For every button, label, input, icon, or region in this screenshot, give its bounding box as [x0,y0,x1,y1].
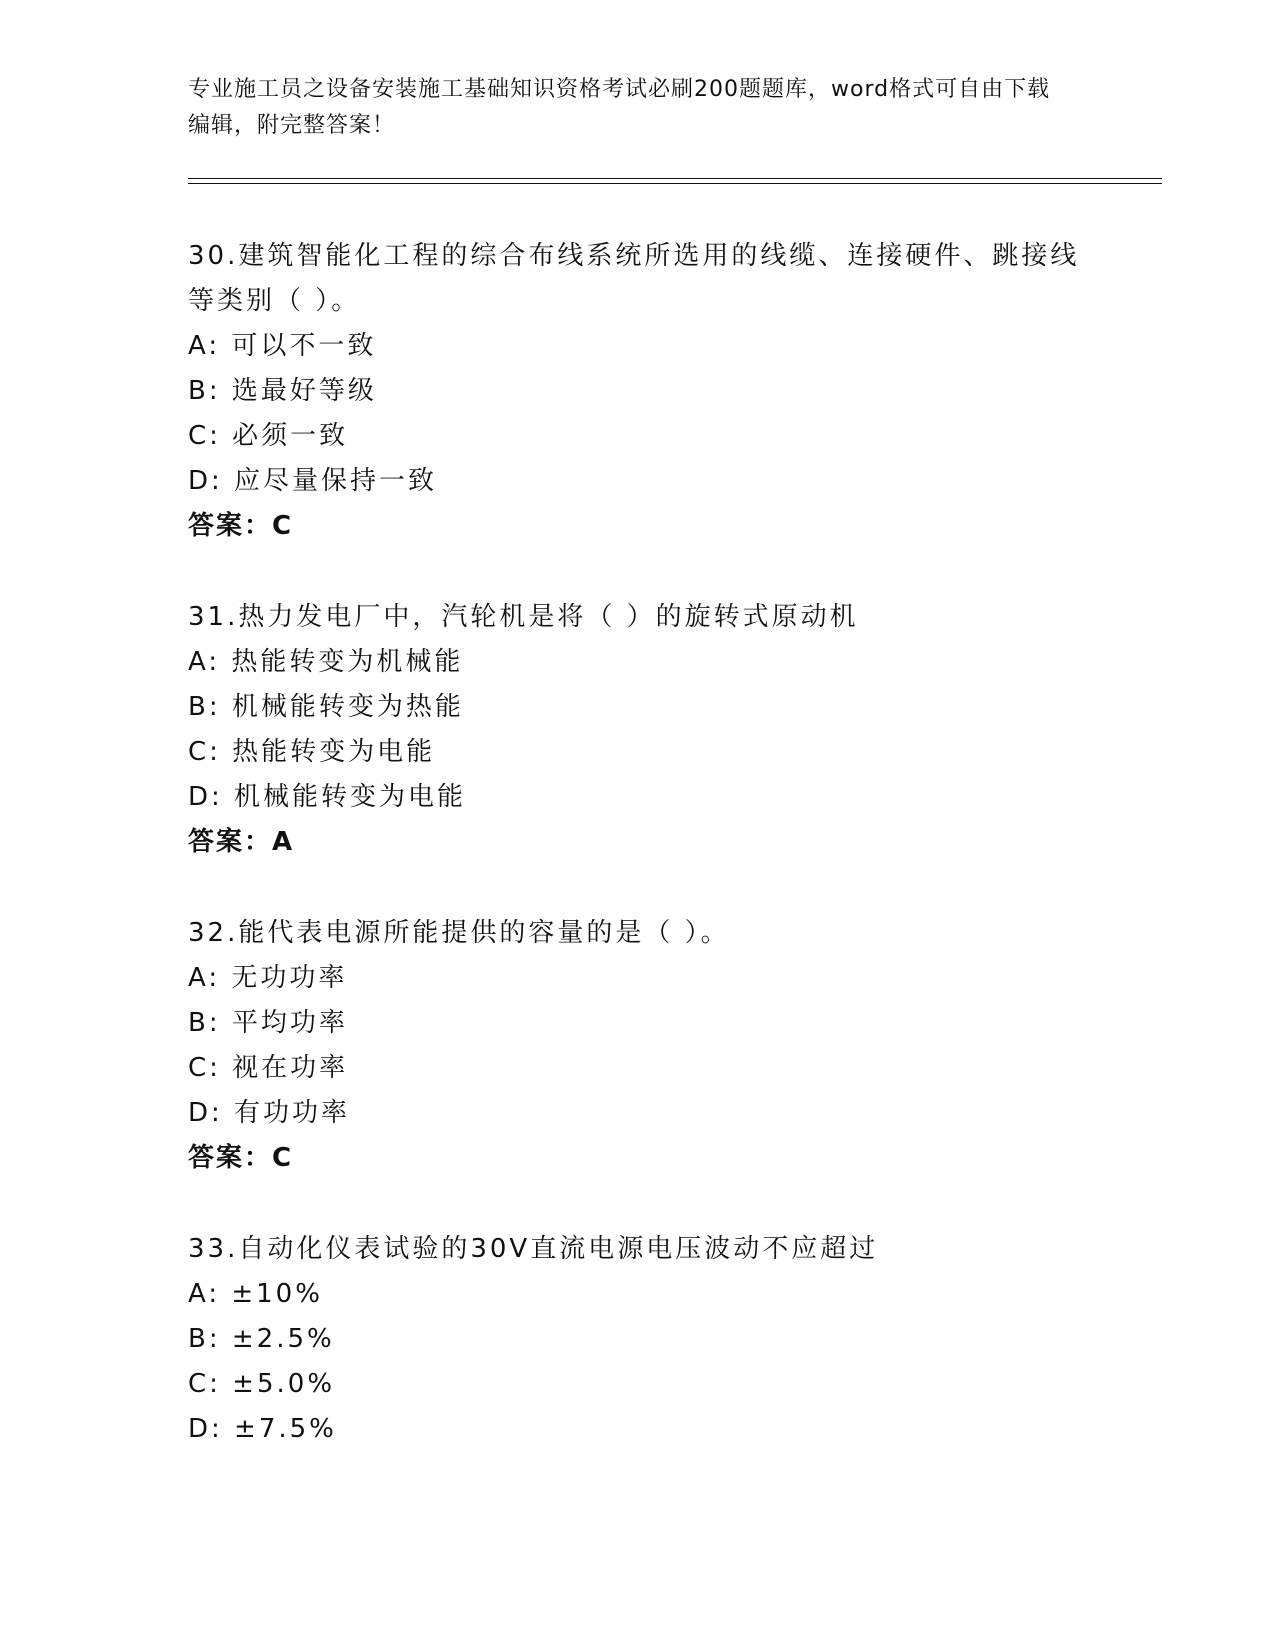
question-32 [188,911,1088,1181]
question-stem: 31.热力发电厂中，汽轮机是将（ ）的旋转式原动机 [188,602,859,632]
option-d: D: 应尽量保持一致 [188,466,438,496]
question-31 [188,595,1088,865]
option-c: C: 热能转变为电能 [188,737,436,767]
option-c: C: 必须一致 [188,421,349,451]
option-a: A: 热能转变为机械能 [188,647,464,677]
option-a: A: 可以不一致 [188,331,377,361]
header-divider-top [188,178,1162,179]
option-a: A: ±10% [188,1279,323,1309]
question-list [188,234,1088,1498]
question-stem: 33.自动化仪表试验的30V直流电源电压波动不应超过 [188,1234,879,1264]
question-stem: 30.建筑智能化工程的综合布线系统所选用的线缆、连接硬件、跳接线等类别（ ）。 [188,241,1080,316]
question-30 [188,234,1088,549]
option-b: B: 机械能转变为热能 [188,692,464,722]
answer-line: 答案：C [188,511,294,541]
option-b: B: 选最好等级 [188,376,377,406]
question-stem: 32.能代表电源所能提供的容量的是（ ）。 [188,918,730,948]
document-header: 专业施工员之设备安装施工基础知识资格考试必刷200题题库，word格式可自由下载编辑，附完整答案！ [188,77,1051,138]
option-a: A: 无功功率 [188,963,348,993]
question-33 [188,1227,1088,1452]
option-c: C: 视在功率 [188,1053,349,1083]
answer-line: 答案：A [188,827,295,857]
option-d: D: 机械能转变为电能 [188,782,467,812]
header-divider-bottom [188,183,1162,184]
option-b: B: 平均功率 [188,1008,348,1038]
answer-line: 答案：C [188,1143,294,1173]
option-c: C: ±5.0% [188,1369,336,1399]
option-b: B: ±2.5% [188,1324,335,1354]
option-d: D: ±7.5% [188,1414,337,1444]
option-d: D: 有功功率 [188,1098,351,1128]
